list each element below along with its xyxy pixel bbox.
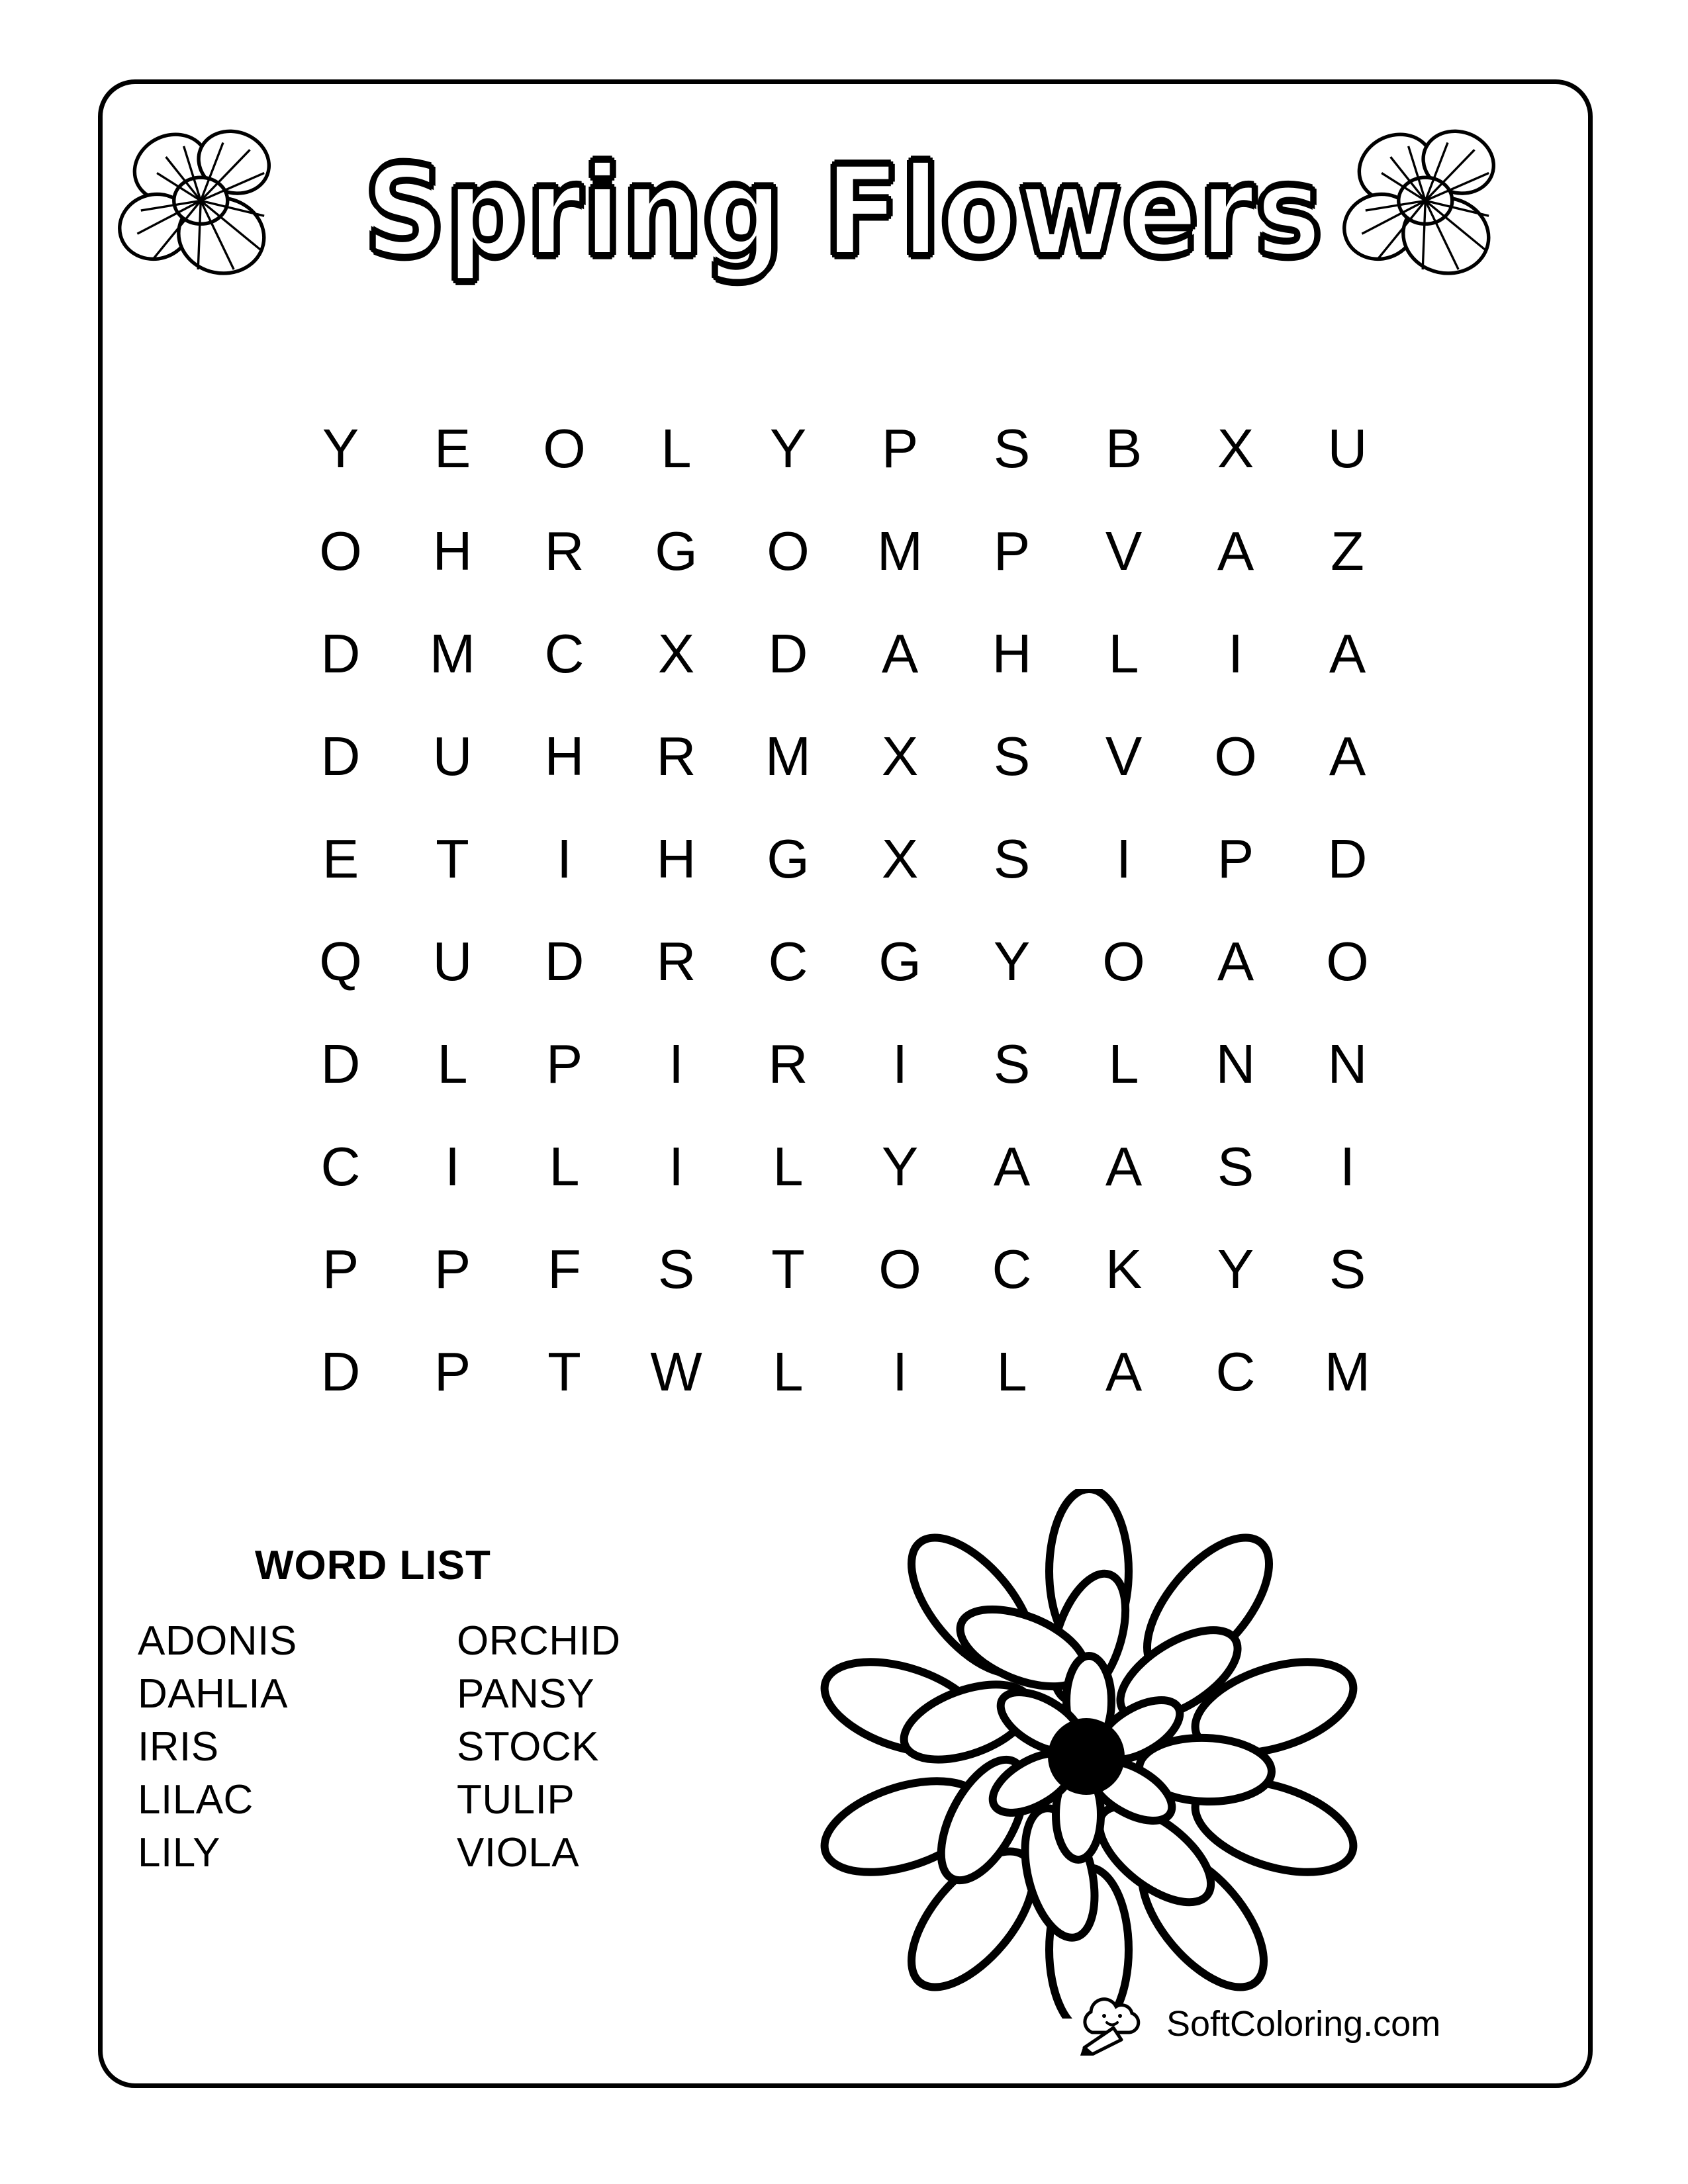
grid-letter: P [881,418,919,479]
word-list-item: VIOLA [457,1830,580,1876]
grid-letter: E [434,418,471,479]
grid-letter: I [668,1136,684,1197]
grid-letter: E [322,828,359,889]
grid-letter: O [1214,725,1257,787]
grid-letter: Y [322,418,359,479]
page-title-text: Spring Flowers [365,139,1323,285]
grid-letter: C [320,1136,361,1197]
grid-letter: A [1329,725,1366,787]
grid-letter: H [656,828,696,889]
grid-letter: M [1324,1341,1371,1402]
grid-letter: F [547,1238,581,1300]
grid-letter: S [993,828,1031,889]
grid-letter: C [768,931,808,992]
word-list-item: TULIP [457,1777,575,1823]
grid-letter: L [773,1136,804,1197]
grid-letter: P [545,1033,583,1095]
grid-letter: A [993,1136,1031,1197]
grid-letter: L [437,1033,468,1095]
grid-letter: R [656,931,696,992]
grid-letter: P [434,1341,471,1402]
grid-letter: G [878,931,921,992]
word-list-column-2 [457,1615,621,1880]
word-list-item: LILY [138,1830,220,1876]
grid-letter: O [543,418,586,479]
grid-letter: V [1105,520,1143,582]
grid-letter: C [544,623,585,684]
grid-letter: R [656,725,696,787]
grid-letter: L [773,1341,804,1402]
grid-letter: O [319,520,362,582]
grid-letter: D [768,623,808,684]
grid-letter: I [1227,623,1244,684]
grid-letter: C [992,1238,1032,1300]
grid-letter: B [1105,418,1143,479]
grid-letter: X [657,623,695,684]
grid-letter: A [1217,520,1254,582]
grid-letter: I [444,1136,461,1197]
grid-letter: D [320,1033,361,1095]
grid-letter: P [322,1238,359,1300]
grid-letter: D [544,931,585,992]
grid-letter: S [993,725,1031,787]
grid-letter: A [1105,1341,1143,1402]
grid-letter: T [771,1238,805,1300]
word-list-item: PANSY [457,1671,595,1717]
cloud-pencil-icon [1072,1992,1152,2056]
grid-letter: D [1327,828,1368,889]
grid-letter: A [1329,623,1366,684]
grid-letter: H [992,623,1032,684]
grid-letter: H [432,520,473,582]
grid-letter: T [436,828,469,889]
grid-letter: O [1326,931,1369,992]
grid-letter: T [547,1341,581,1402]
grid-letter: L [1108,1033,1139,1095]
grid-letter: L [549,1136,580,1197]
grid-letter: P [1217,828,1254,889]
grid-letter: S [1329,1238,1366,1300]
word-list-heading: WORD LIST [255,1543,491,1588]
grid-letter: S [993,1033,1031,1095]
grid-letter: D [320,725,361,787]
grid-letter: X [881,828,919,889]
dahlia-flower-illustration [814,1489,1364,2019]
word-list-item: LILAC [138,1777,254,1823]
grid-letter: A [1217,931,1254,992]
word-list-item: IRIS [138,1724,219,1770]
word-list-item: DAHLIA [138,1671,288,1717]
grid-letter: A [881,623,919,684]
grid-letter: I [668,1033,684,1095]
grid-letter: M [765,725,812,787]
grid-letter: M [429,623,476,684]
word-list-column-1 [138,1615,297,1880]
grid-letter: Y [1217,1238,1254,1300]
grid-letter: V [1105,725,1143,787]
grid-letter: Y [769,418,807,479]
grid-letter: P [434,1238,471,1300]
grid-letter: M [876,520,923,582]
word-list-item: ORCHID [457,1618,621,1664]
grid-letter: W [650,1341,702,1402]
grid-letter: A [1105,1136,1143,1197]
grid-letter: U [1327,418,1368,479]
grid-letter: N [1215,1033,1256,1095]
grid-letter: L [1108,623,1139,684]
word-list-item: ADONIS [138,1618,297,1664]
grid-letter: N [1327,1033,1368,1095]
grid-letter: L [661,418,692,479]
grid-letter: I [1339,1136,1356,1197]
grid-letter: D [320,623,361,684]
grid-letter: U [432,931,473,992]
footer-brand-text: SoftColoring.com [1166,2004,1441,2044]
footer-brand [1072,1992,1440,2056]
word-list-item: STOCK [457,1724,599,1770]
grid-letter: I [892,1341,908,1402]
grid-letter: Q [319,931,362,992]
word-search-grid [285,397,1403,1423]
grid-letter: U [432,725,473,787]
grid-letter: S [657,1238,695,1300]
grid-letter: K [1105,1238,1143,1300]
grid-letter: G [767,828,810,889]
grid-letter: Y [881,1136,919,1197]
grid-letter: S [993,418,1031,479]
grid-letter: I [556,828,573,889]
grid-letter: X [881,725,919,787]
grid-letter: D [320,1341,361,1402]
grid-letter: R [544,520,585,582]
grid-letter: L [996,1341,1027,1402]
grid-letter: R [768,1033,808,1095]
grid-letter: I [1115,828,1132,889]
grid-letter: X [1217,418,1254,479]
grid-letter: G [655,520,698,582]
grid-letter: C [1215,1341,1256,1402]
grid-letter: O [1102,931,1145,992]
grid-letter: Y [993,931,1031,992]
page-title [106,106,1582,318]
grid-letter: O [878,1238,921,1300]
grid-letter: P [993,520,1031,582]
grid-letter: Z [1331,520,1364,582]
grid-letter: S [1217,1136,1254,1197]
grid-letter: O [767,520,810,582]
grid-letter: I [892,1033,908,1095]
grid-letter: H [544,725,585,787]
